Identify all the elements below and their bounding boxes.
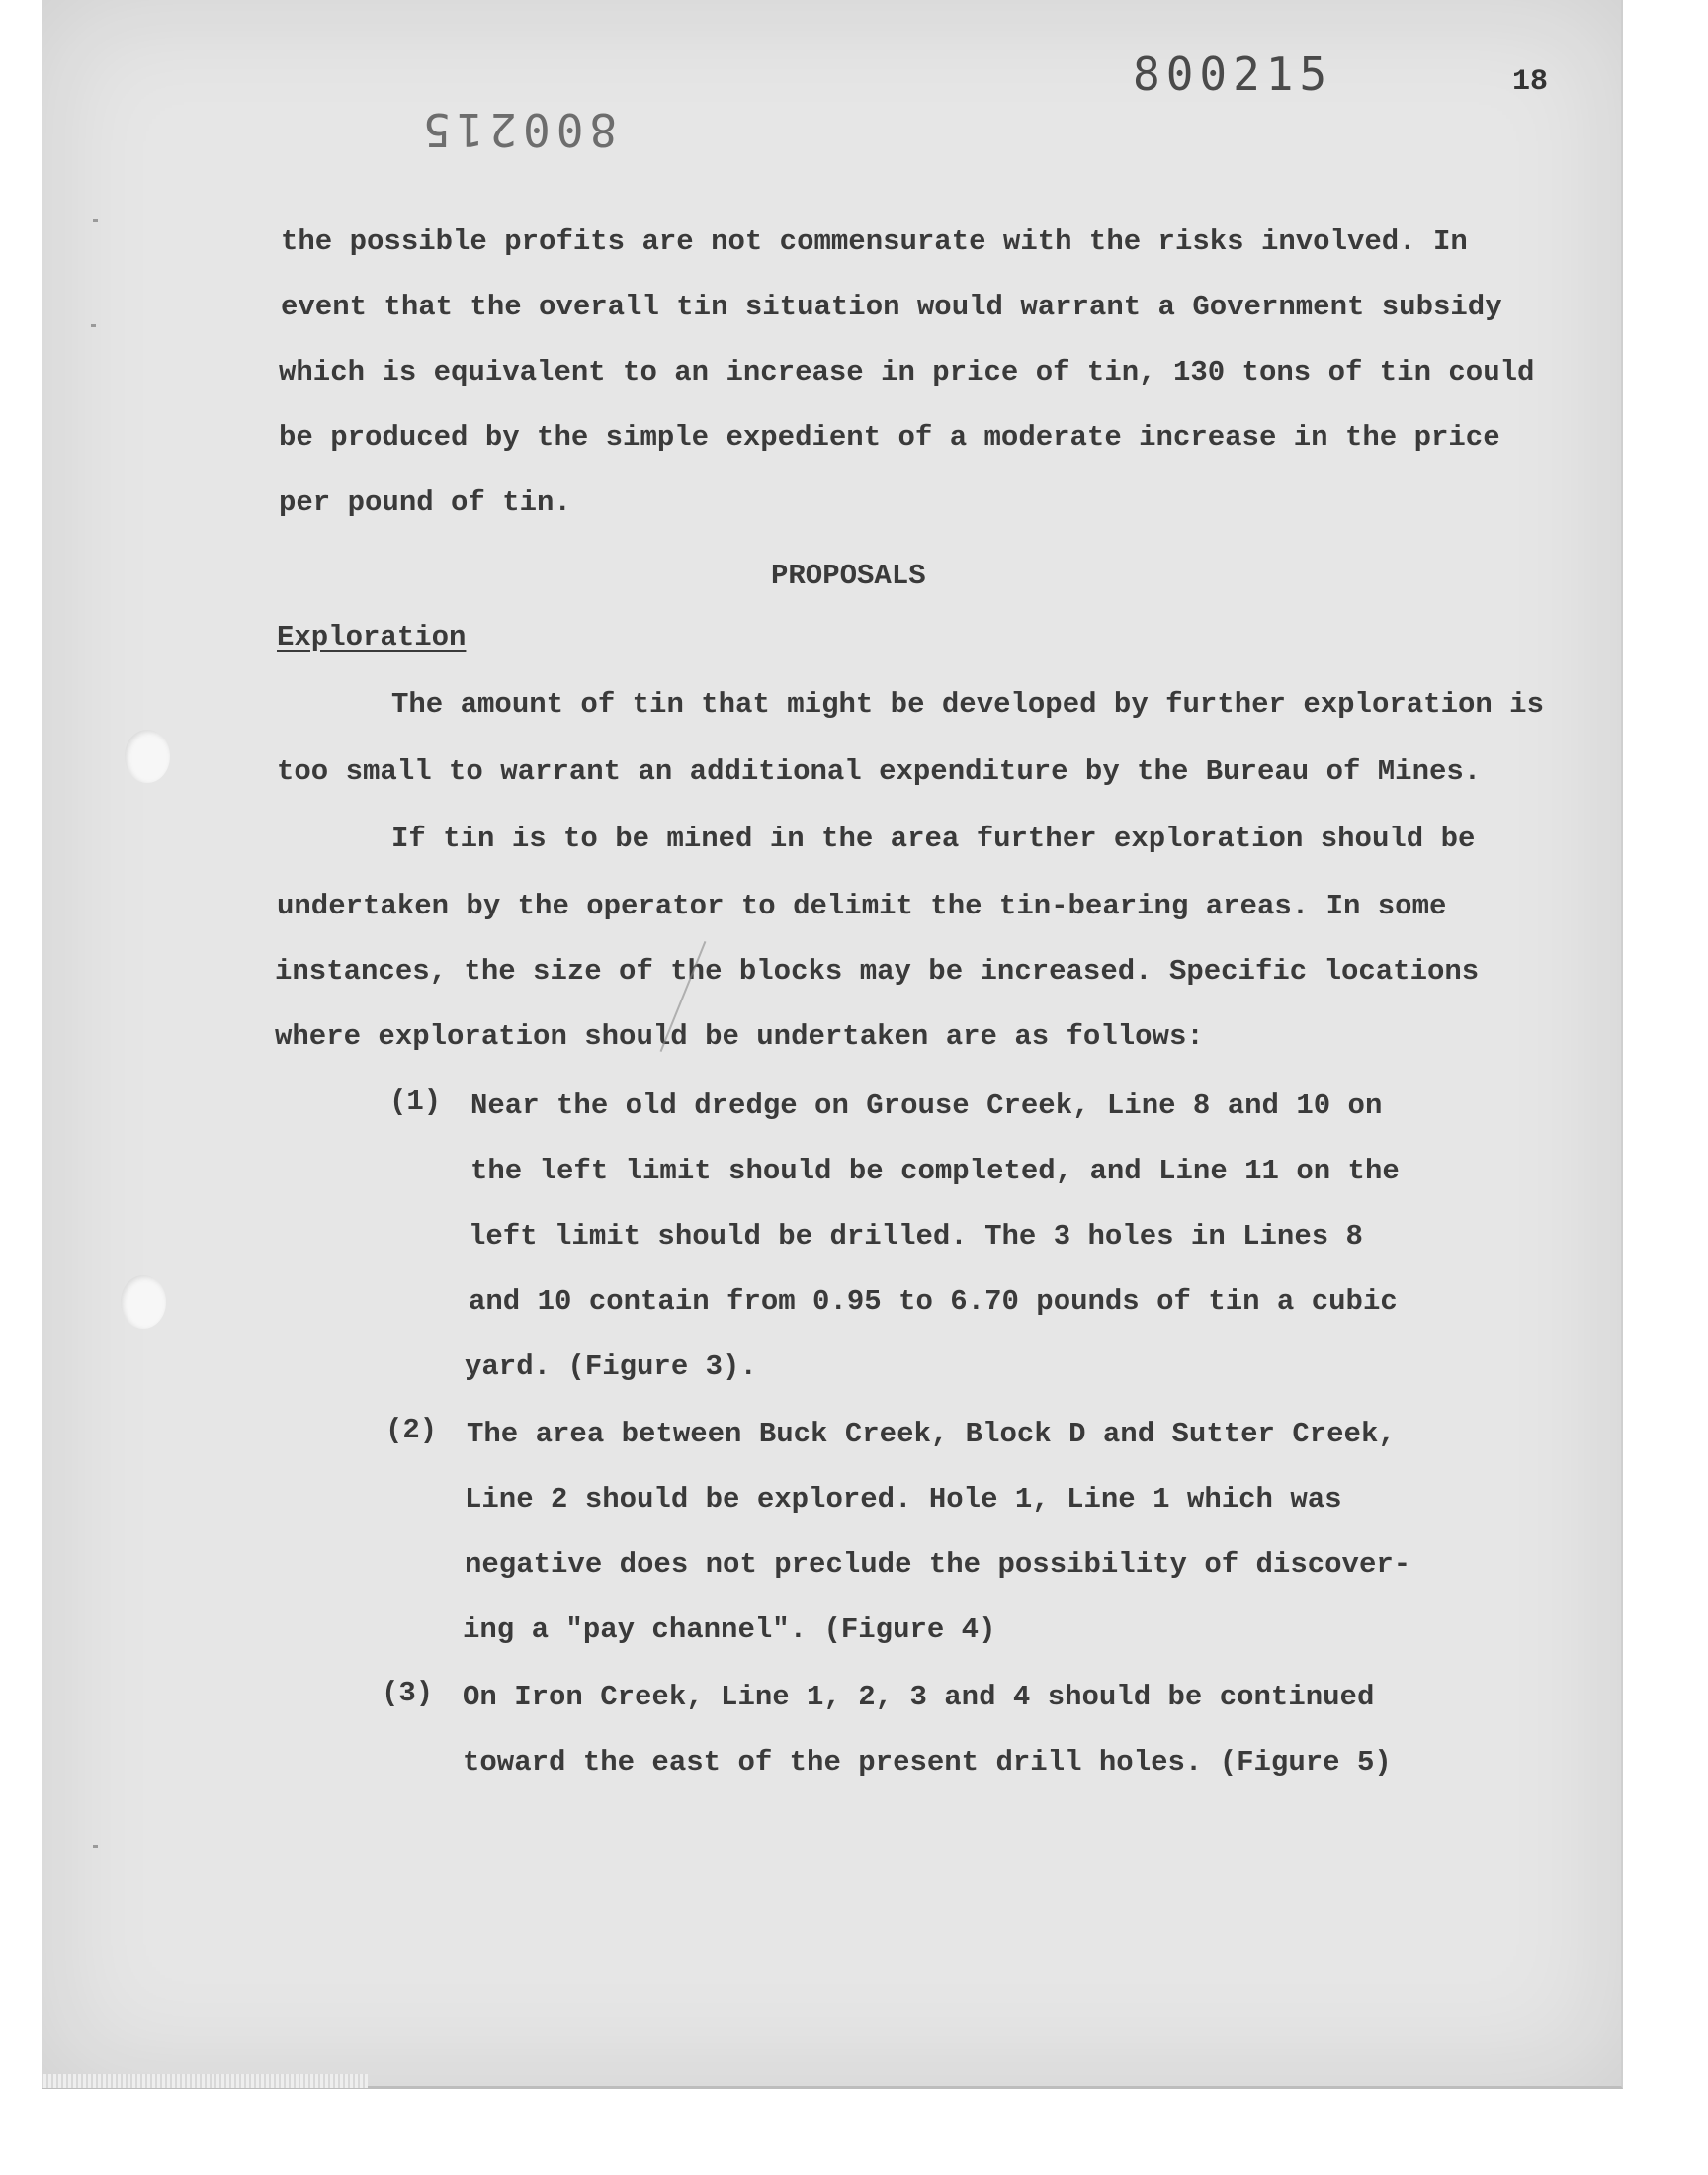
paragraph-line: instances, the size of the blocks may be increased. Specific locations	[275, 955, 1480, 988]
list-item-line: The area between Buck Creek, Block D and Sutter Creek,	[467, 1418, 1396, 1450]
list-item-line: Line 2 should be explored. Hole 1, Line 1 which was	[465, 1483, 1342, 1516]
margin-mark	[93, 1845, 98, 1848]
list-item-line: left limit should be drilled. The 3 holes in Lines 8	[469, 1220, 1363, 1253]
paragraph-line: If tin is to be mined in the area further exploration should be	[391, 823, 1476, 855]
paragraph-line: undertaken by the operator to delimit the tin-bearing areas. In some	[277, 890, 1447, 922]
list-item-line: toward the east of the present drill holes. (Figure 5)	[463, 1746, 1392, 1779]
paragraph-line: where exploration should be undertaken are as follows:	[275, 1020, 1204, 1053]
list-item-line: the left limit should be completed, and Line 11 on the	[470, 1155, 1400, 1187]
list-item-line: and 10 contain from 0.95 to 6.70 pounds of tin a cubic	[469, 1285, 1398, 1318]
intro-line: be produced by the simple expedient of a moderate increase in the price	[279, 421, 1500, 454]
list-item-line: On Iron Creek, Line 1, 2, 3 and 4 should be continued	[463, 1681, 1375, 1713]
stamp-number: 800215	[1133, 47, 1333, 101]
list-item-line: negative does not preclude the possibility of discover-	[465, 1548, 1411, 1581]
list-marker: (3)	[382, 1677, 434, 1709]
list-item-line: Near the old dredge on Grouse Creek, Line 8 and 10 on	[470, 1089, 1383, 1122]
intro-line: per pound of tin.	[279, 486, 571, 519]
margin-mark	[91, 324, 96, 327]
page-number: 18	[1512, 65, 1549, 99]
scan-edge-strip	[42, 2074, 368, 2088]
subsection-heading: Exploration	[277, 621, 467, 653]
list-item-line: ing a "pay channel". (Figure 4)	[463, 1613, 996, 1646]
punch-hole-top	[125, 730, 170, 783]
list-item-line: yard. (Figure 3).	[465, 1350, 757, 1383]
section-heading: PROPOSALS	[771, 560, 926, 592]
paragraph-line: too small to warrant an additional expenditure by the Bureau of Mines.	[277, 755, 1482, 788]
list-marker: (1)	[389, 1086, 442, 1118]
margin-mark	[93, 219, 98, 222]
stamp-number-mirrored: 800215	[417, 103, 618, 156]
paragraph-line: The amount of tin that might be developed by further exploration is	[391, 688, 1544, 721]
intro-line: event that the overall tin situation would warrant a Government subsidy	[281, 291, 1502, 323]
intro-line: the possible profits are not commensurate with the risks involved. In	[281, 225, 1468, 258]
intro-line: which is equivalent to an increase in price of tin, 130 tons of tin could	[279, 356, 1535, 389]
list-marker: (2)	[385, 1414, 438, 1446]
punch-hole-bottom	[121, 1275, 166, 1329]
